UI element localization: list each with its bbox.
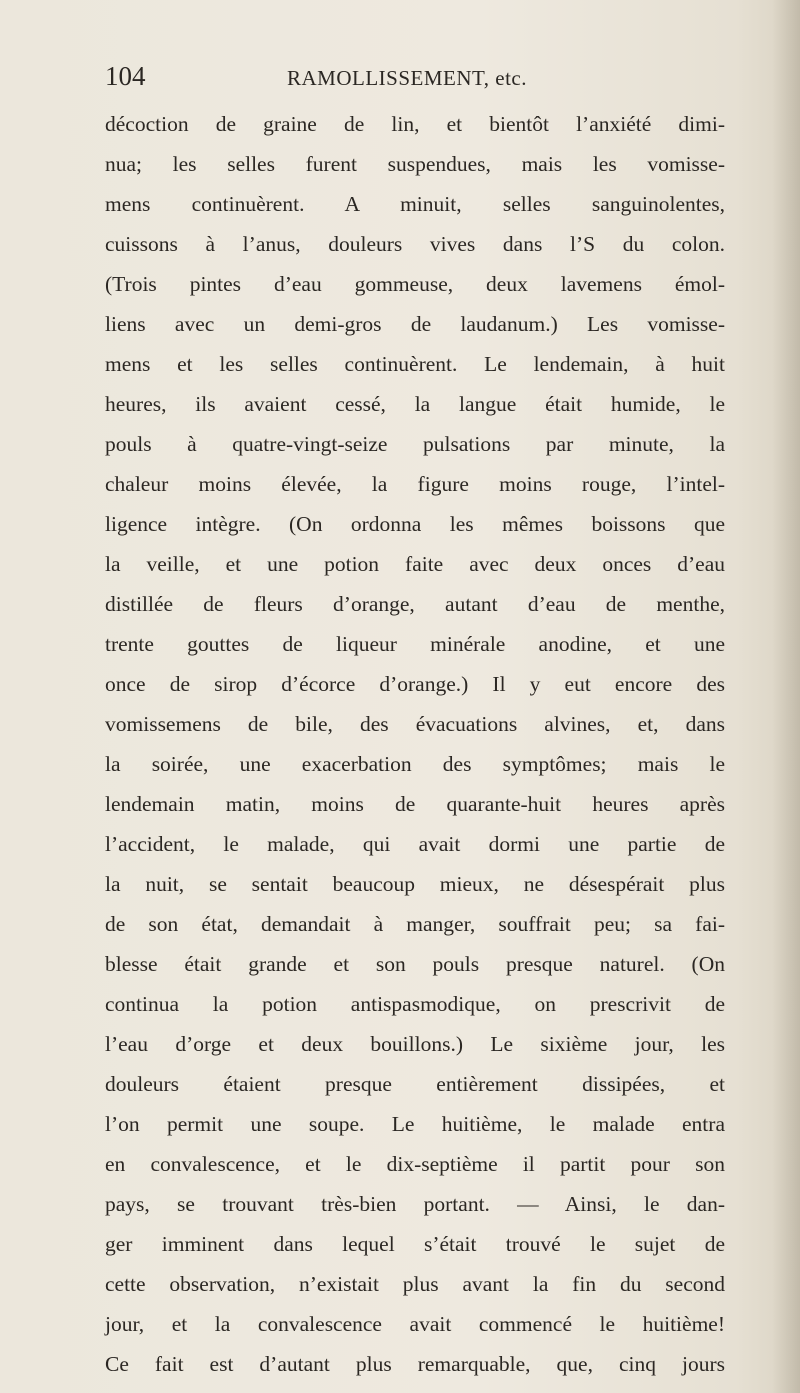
text-line: jour, et la convalescence avait commencé le huitième! [105,1312,725,1336]
text-line: cette observation, n’existait plus avant la fin du second [105,1272,725,1296]
text-line: mens et les selles continuèrent. Le lendemain, à huit [105,352,725,376]
text-line: blesse était grande et son pouls presque naturel. (On [105,952,725,976]
text-line: pouls à quatre-vingt-seize pulsations par minute, la [105,432,725,456]
text-line: l’eau d’orge et deux bouillons.) Le sixième jour, les [105,1032,725,1056]
page-edge-shadow [772,0,800,1393]
text-line: lendemain matin, moins de quarante-huit heures après [105,792,725,816]
text-line: chaleur moins élevée, la figure moins rouge, l’intel- [105,472,725,496]
text-line: la veille, et une potion faite avec deux onces d’eau [105,552,725,576]
text-line: l’on permit une soupe. Le huitième, le malade entra [105,1112,725,1136]
text-line: trente gouttes de liqueur minérale anodine, et une [105,632,725,656]
text-line: Ce fait est d’autant plus remarquable, que, cinq jours [105,1352,725,1376]
text-line: en convalescence, et le dix-septième il partit pour son [105,1152,725,1176]
text-line: décoction de graine de lin, et bientôt l’anxiété dimi- [105,112,725,136]
page-number: 104 [105,61,146,91]
text-line: continua la potion antispasmodique, on prescrivit de [105,992,725,1016]
text-line: distillée de fleurs d’orange, autant d’eau de menthe, [105,592,725,616]
text-line: la nuit, se sentait beaucoup mieux, ne désespérait plus [105,872,725,896]
text-line: pays, se trouvant très-bien portant. — Ainsi, le dan- [105,1192,725,1216]
text-line: mens continuèrent. A minuit, selles sanguinolentes, [105,192,725,216]
text-line: heures, ils avaient cessé, la langue était humide, le [105,392,725,416]
text-line: (Trois pintes d’eau gommeuse, deux lavemens émol- [105,272,725,296]
text-line: l’accident, le malade, qui avait dormi une partie de [105,832,725,856]
text-line: ligence intègre. (On ordonna les mêmes boissons que [105,512,725,536]
text-line: de son état, demandait à manger, souffrait peu; sa fai- [105,912,725,936]
body-text [105,104,725,1384]
running-head: RAMOLLISSEMENT, etc. [287,66,528,90]
text-line: vomissemens de bile, des évacuations alvines, et, dans [105,712,725,736]
page-header [105,56,725,96]
text-line: cuissons à l’anus, douleurs vives dans l’S du colon. [105,232,725,256]
text-line: douleurs étaient presque entièrement dissipées, et [105,1072,725,1096]
text-line: liens avec un demi-gros de laudanum.) Les vomisse- [105,312,725,336]
text-line: once de sirop d’écorce d’orange.) Il y eut encore des [105,672,725,696]
text-line: ger imminent dans lequel s’était trouvé le sujet de [105,1232,725,1256]
text-line: nua; les selles furent suspendues, mais les vomisse- [105,152,725,176]
text-line: la soirée, une exacerbation des symptômes; mais le [105,752,725,776]
